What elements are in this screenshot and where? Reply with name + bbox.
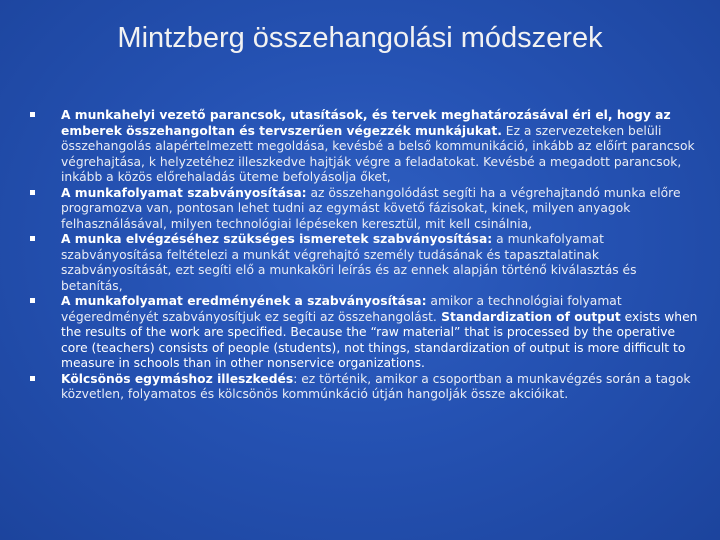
item-text: Ez a szervezeteken belüli összehangolás alapértelmezett megoldása, kevésbé a belső kommunikáció, inkább az előírt parancsok végrehajtása, k helyzetéhez illeszkedve hajtják végre a feladatokat. Kevésbé a megadott parancsok, inkább a közös előrehaladás üteme befolyásolja őket, [61,123,695,184]
item-text: a munkafolyamat szabványosítása feltételezi a munkát végrehajtó személy tudásának és tapasztalatinak szabványosítását, ezt segíti elő a munkaköri leírás és az ennek alapján történő kiválasztás és betanítás, [61,232,637,293]
square-bullet-icon [30,236,35,241]
square-bullet-icon [30,298,35,303]
item-text: : ez történik, amikor a csoportban a munkavégzés során a tagok közvetlen, folyamatos és kölcsönös kommúnkáció útján hangolják össze akcióikat. [61,371,691,401]
item-bold-text: A munka elvégzéséhez szükséges ismeretek szabványosítása: [61,232,493,246]
square-bullet-icon [30,376,35,381]
item-english-text: exists when the results of the work are specified. Because the “raw material” that is processed by the operative core (teachers) consists of people (students), not things, standardization of output is more difficult to measure in schools than in other nonservice organizations. [61,309,698,370]
item-bold-text: A munkahelyi vezető parancsok, utasítások, és tervek meghatározásával éri el, hogy az emberek összehangoltan és tervszerűen végezzék munkájukat. [61,108,671,138]
list-item [28,372,700,403]
square-bullet-icon [30,190,35,195]
item-bold-text: Kölcsönös egymáshoz illeszkedés [61,371,294,386]
slide-title: Mintzberg összehangolási módszerek [117,22,603,54]
list-item [28,294,700,372]
square-bullet-icon [30,112,35,117]
item-english-bold-text: Standardization of output [436,309,621,324]
list-item [28,186,700,233]
item-text: az összehangolódást segíti ha a végrehajtandó munka előre programozva van, pontosan lehet tudni az egymást követő fázisokat, kinek, milyen anyagok felhasználásával, milyen technológiai lépéseken keresztül, mit kell csinálnia, [61,185,681,231]
item-bold-text: A munkafolyamat szabványosítása: [61,185,307,200]
bullet-list [28,108,700,403]
item-bold-text: A munkafolyamat eredményének a szabványosítása: [61,294,427,308]
list-item [28,232,700,294]
list-item [28,108,700,186]
item-text: amikor a technológiai folyamat végeredményét szabványosítjuk ez segíti az összehangolást. [61,294,622,324]
